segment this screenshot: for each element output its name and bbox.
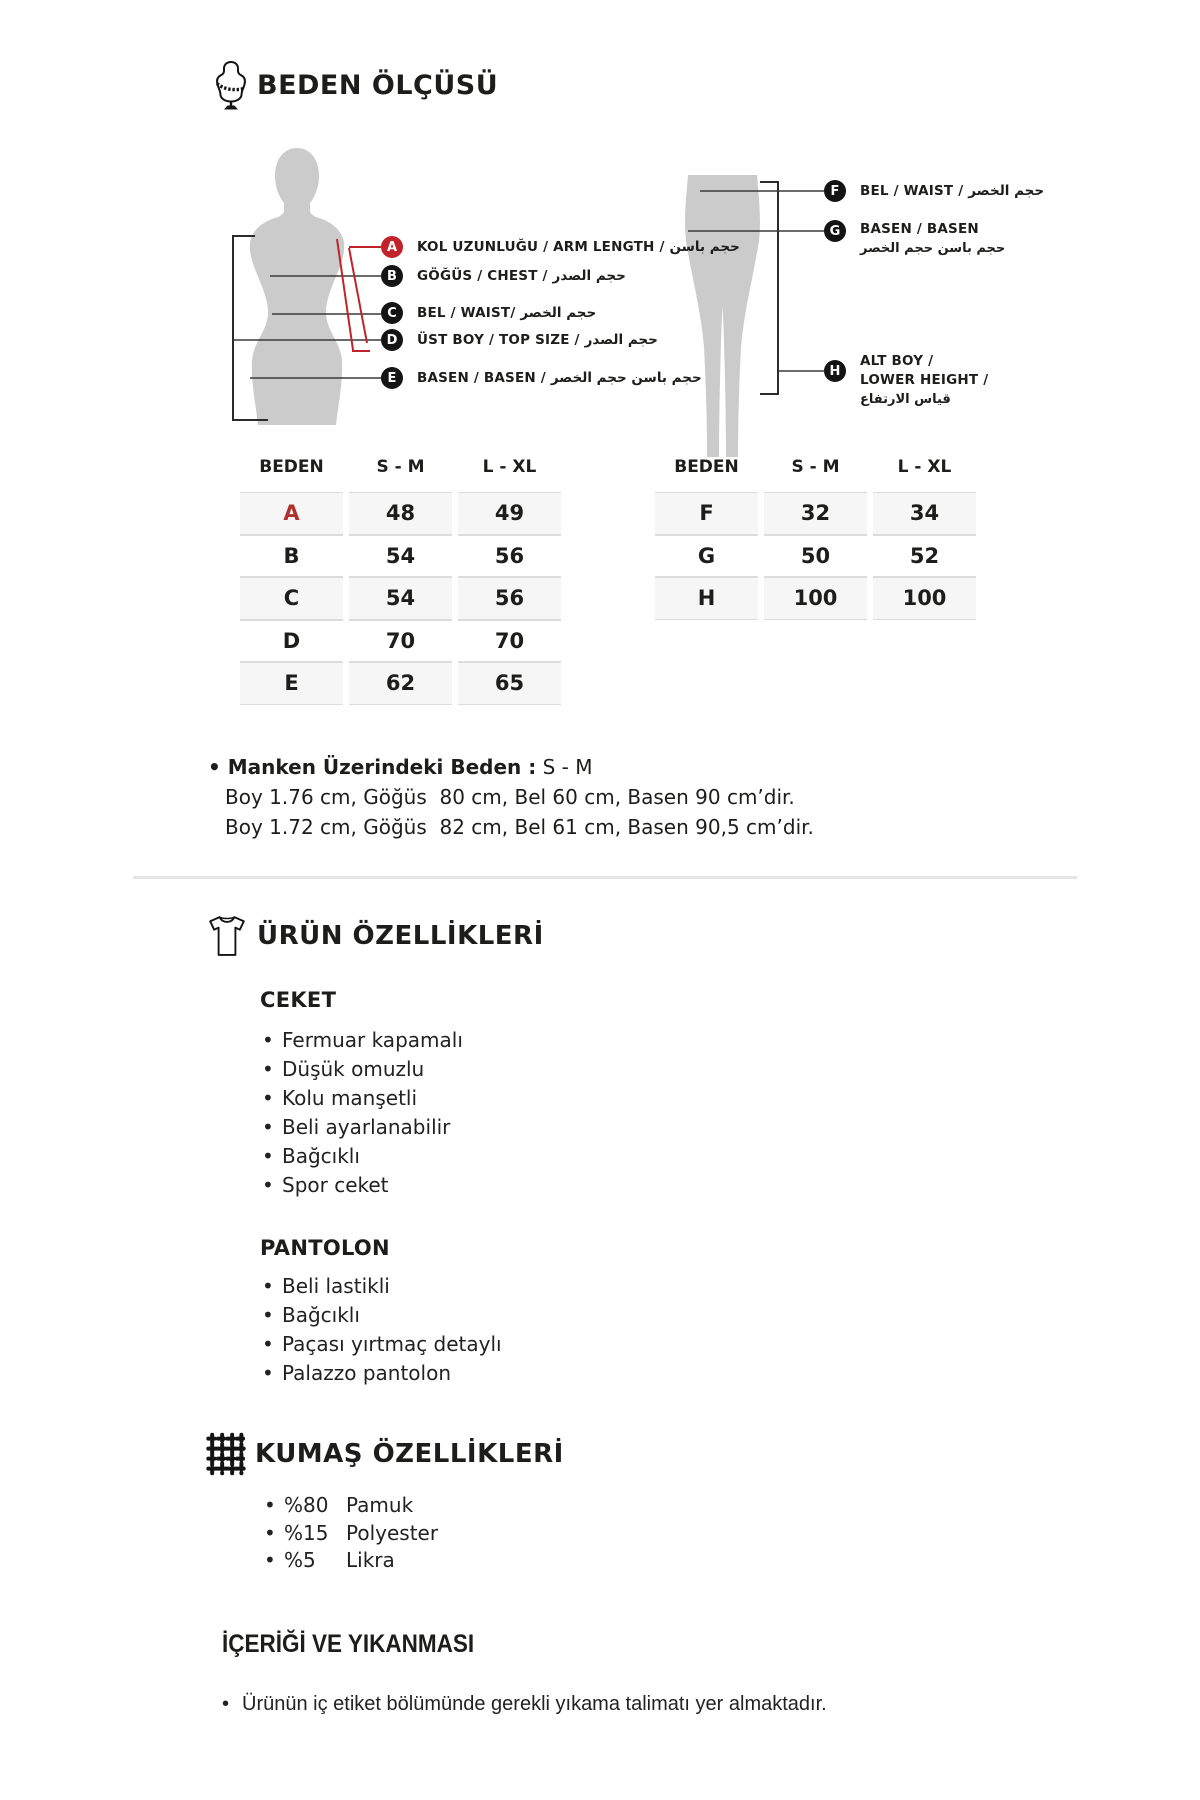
product-features-title: ÜRÜN ÖZELLİKLERİ bbox=[257, 921, 544, 951]
badge-c: C bbox=[381, 302, 403, 324]
measure-label-top-size: D ÜST BOY / TOP SIZE / حجم الصدر bbox=[381, 329, 658, 351]
care-instruction: • Ürünün iç etiket bölümünde gerekli yıkama talimatı yer almaktadır. bbox=[222, 1690, 862, 1719]
pantolon-feature-list bbox=[262, 1272, 502, 1388]
care-section-title: İÇERİĞİ VE YIKANMASI bbox=[222, 1630, 475, 1658]
col-header-lxl: L - XL bbox=[482, 457, 537, 477]
col-header-lxl: L - XL bbox=[897, 457, 952, 477]
group-title-ceket: CEKET bbox=[260, 988, 337, 1012]
badge-d: D bbox=[381, 329, 403, 351]
list-item: • Palazzo pantolon bbox=[262, 1359, 502, 1388]
table-row: D 70 70 bbox=[240, 620, 561, 663]
lower-table-header bbox=[655, 450, 976, 488]
measure-label-waist: C BEL / WAIST/ حجم الخصر bbox=[381, 302, 596, 324]
upper-size-table bbox=[240, 450, 561, 705]
list-item: • Spor ceket bbox=[262, 1171, 463, 1200]
list-item: • Beli lastikli bbox=[262, 1272, 502, 1301]
model-measurements-line: Boy 1.76 cm, Göğüs 80 cm, Bel 60 cm, Basen 90 cm’dir. bbox=[225, 785, 795, 809]
tshirt-icon bbox=[206, 912, 248, 960]
badge-e: E bbox=[381, 367, 403, 389]
table-row: B 54 56 bbox=[240, 535, 561, 578]
measure-label-hips: E BASEN / BASEN / حجم باسن حجم الخصر bbox=[381, 367, 702, 389]
badge-f: F bbox=[824, 180, 846, 202]
product-features-header bbox=[206, 912, 544, 960]
fabric-item: • %5 Likra bbox=[264, 1547, 438, 1575]
model-measurements-line: Boy 1.72 cm, Göğüs 82 cm, Bel 61 cm, Basen 90,5 cm’dir. bbox=[225, 815, 814, 839]
section-divider bbox=[133, 876, 1077, 879]
measure-label-waist-lower: F BEL / WAIST / حجم الخصر bbox=[824, 180, 1044, 202]
fabric-item: • %80 Pamuk bbox=[264, 1492, 438, 1520]
table-row: G 50 52 bbox=[655, 535, 976, 578]
list-item: • Paçası yırtmaç detaylı bbox=[262, 1330, 502, 1359]
table-row: F 32 34 bbox=[655, 492, 976, 535]
page-title: BEDEN ÖLÇÜSÜ bbox=[257, 70, 499, 101]
list-item: • Fermuar kapamalı bbox=[262, 1026, 463, 1055]
measure-label-lower-height: H ALT BOY / LOWER HEIGHT / قياس الارتفاع bbox=[824, 360, 988, 409]
table-row: A 48 49 bbox=[240, 492, 561, 535]
page-header bbox=[214, 60, 498, 112]
model-size-heading: • Manken Üzerindeki Beden : S - M bbox=[208, 752, 814, 782]
upper-table-header bbox=[240, 450, 561, 488]
list-item: • Kolu manşetli bbox=[262, 1084, 463, 1113]
col-header-beden: BEDEN bbox=[259, 457, 324, 477]
col-header-beden: BEDEN bbox=[674, 457, 739, 477]
badge-a: A bbox=[381, 236, 403, 258]
measure-label-arm-length: A KOL UZUNLUĞU / ARM LENGTH / حجم باسن bbox=[381, 236, 740, 258]
table-row: E 62 65 bbox=[240, 662, 561, 705]
group-title-pantolon: PANTOLON bbox=[260, 1236, 390, 1260]
fabric-section-title: KUMAŞ ÖZELLİKLERİ bbox=[255, 1439, 564, 1469]
measure-label-basen-lower: G BASEN / BASEN حجم باسن حجم الخصر bbox=[824, 220, 1005, 258]
fabric-composition-list bbox=[264, 1492, 438, 1575]
badge-b: B bbox=[381, 265, 403, 287]
fabric-section-header bbox=[206, 1432, 564, 1476]
badge-h: H bbox=[824, 360, 846, 382]
badge-g: G bbox=[824, 220, 846, 242]
fabric-weave-icon bbox=[206, 1432, 246, 1476]
list-item: • Düşük omuzlu bbox=[262, 1055, 463, 1084]
mannequin-icon bbox=[214, 60, 248, 112]
list-item: • Bağcıklı bbox=[262, 1301, 502, 1330]
list-item: • Beli ayarlanabilir bbox=[262, 1113, 463, 1142]
lower-size-table bbox=[655, 450, 976, 620]
table-row: C 54 56 bbox=[240, 577, 561, 620]
col-header-sm: S - M bbox=[791, 457, 840, 477]
model-size-note bbox=[208, 752, 814, 842]
ceket-feature-list bbox=[262, 1026, 463, 1200]
col-header-sm: S - M bbox=[376, 457, 425, 477]
care-instruction-list bbox=[222, 1690, 862, 1719]
list-item: • Bağcıklı bbox=[262, 1142, 463, 1171]
table-row: H 100 100 bbox=[655, 577, 976, 620]
fabric-item: • %15 Polyester bbox=[264, 1520, 438, 1548]
measure-label-chest: B GÖĞÜS / CHEST / حجم الصدر bbox=[381, 265, 626, 287]
